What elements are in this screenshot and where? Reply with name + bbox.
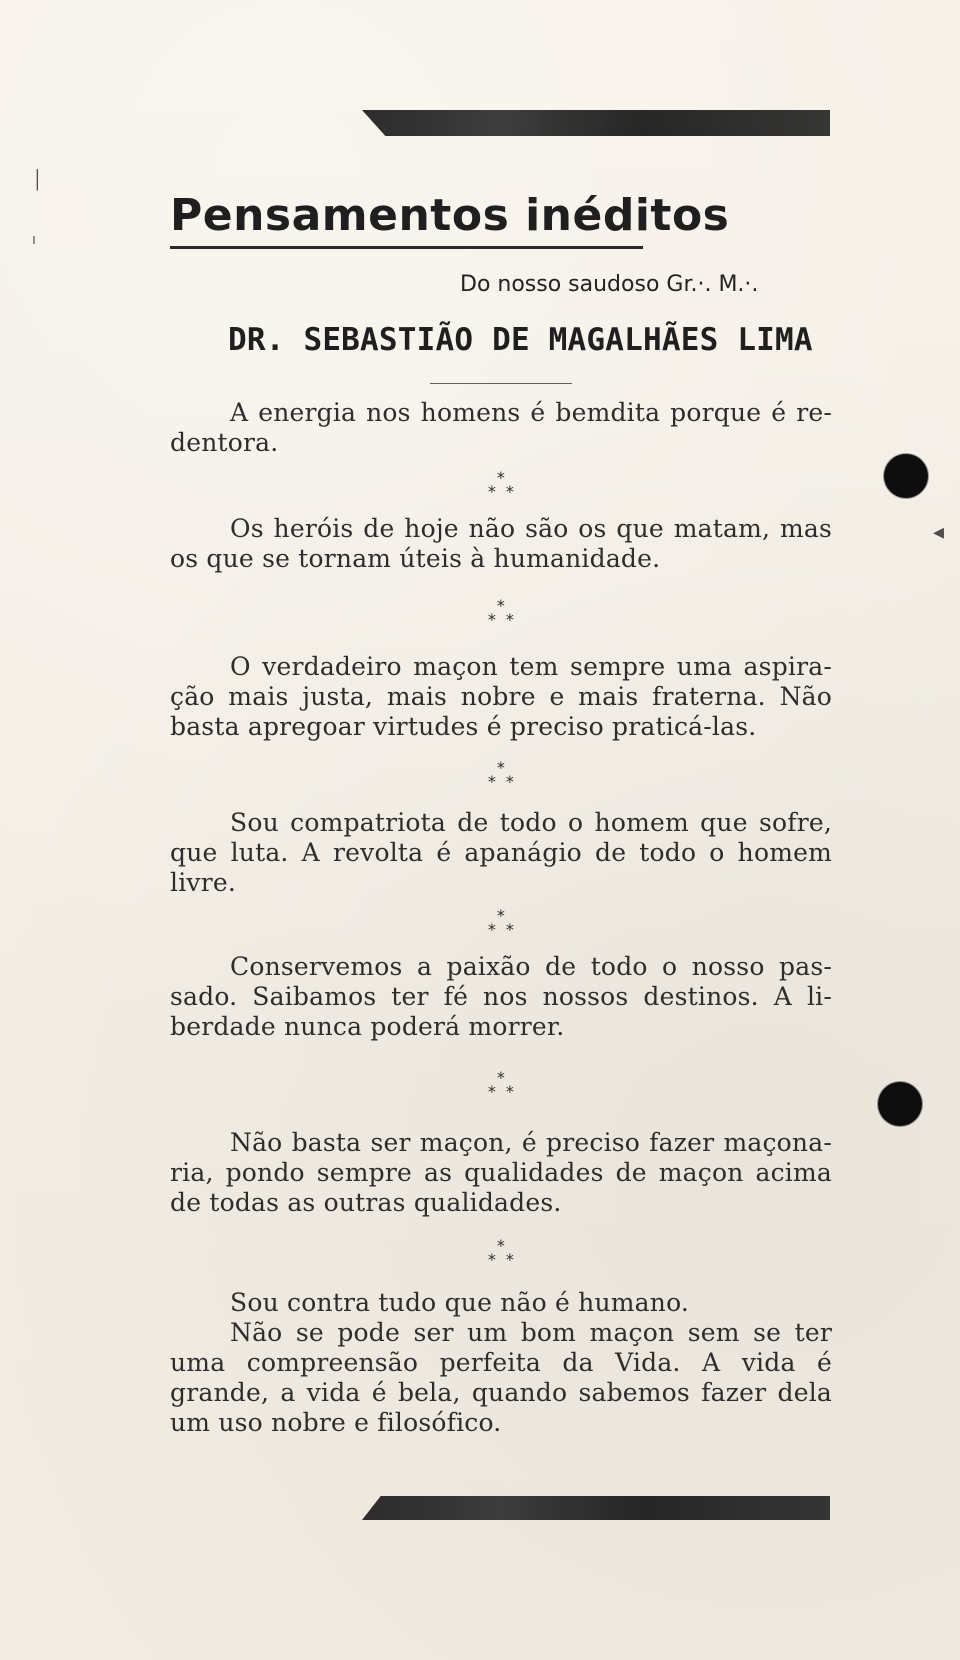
punch-hole	[878, 1082, 922, 1126]
asterism-star: *	[505, 482, 515, 501]
quote-paragraph: A energia nos homens é bemdita porque é re-dentora.	[170, 398, 832, 457]
section-divider	[430, 383, 572, 384]
asterism-star: *	[496, 1236, 506, 1255]
asterism-star: *	[487, 772, 497, 791]
asterism-star: *	[487, 610, 497, 629]
asterism-star: *	[496, 1068, 506, 1087]
asterism-separator	[461, 596, 541, 630]
quote-paragraph: Sou contra tudo que não é humano.	[230, 1288, 690, 1317]
document-title: Pensamentos inéditos	[170, 190, 730, 241]
asterism-star: *	[487, 1250, 497, 1269]
asterism-star: *	[496, 468, 506, 487]
quote-paragraph: Sou compatriota de todo o homem que sofre, que luta. A revolta é apanágio de todo o homem livre.	[170, 808, 832, 897]
decorative-bottom-bar	[362, 1496, 830, 1520]
quote-paragraph: Não se pode ser um bom maçon sem se ter uma compreensão perfeita da Vida. A vida é grande, a vida é bela, quando sabemos fazer dela um uso nobre e filosófico.	[170, 1318, 832, 1437]
asterism-separator	[461, 906, 541, 940]
asterism-star: *	[505, 920, 515, 939]
asterism-star: *	[496, 906, 506, 925]
asterism-separator	[461, 1236, 541, 1270]
asterism-star: *	[496, 596, 506, 615]
margin-ink-mark: │	[32, 170, 43, 191]
asterism-star: *	[505, 772, 515, 791]
quote-paragraph: Não basta ser maçon, é preciso fazer maçona-ria, pondo sempre as qualidades de maçon acima de todas as outras qualidades.	[170, 1128, 832, 1217]
quote-paragraph: Conservemos a paixão de todo o nosso pas-sado. Saibamos ter fé nos nossos destinos. A li-berdade nunca poderá morrer.	[170, 952, 832, 1041]
quotes-content	[170, 398, 832, 1438]
margin-ink-mark: ◂	[933, 520, 945, 545]
asterism-separator	[461, 1068, 541, 1102]
asterism-separator	[461, 468, 541, 502]
author-name: DR. SEBASTIÃO DE MAGALHÃES LIMA	[228, 322, 813, 358]
asterism-star: *	[496, 758, 506, 777]
decorative-top-bar	[362, 110, 830, 136]
title-underline	[170, 246, 643, 249]
asterism-star: *	[505, 1082, 515, 1101]
asterism-star: *	[505, 610, 515, 629]
asterism-star: *	[487, 1082, 497, 1101]
asterism-star: *	[505, 1250, 515, 1269]
margin-ink-mark: ı	[32, 232, 36, 248]
punch-hole	[884, 454, 928, 498]
asterism-star: *	[487, 482, 497, 501]
asterism-star: *	[487, 920, 497, 939]
author-line: Do nosso saudoso Gr.·. M.·.	[460, 272, 759, 297]
quote-paragraph: O verdadeiro maçon tem sempre uma aspira-ção mais justa, mais nobre e mais fraterna. Não basta apregoar virtudes é preciso praticá-las.	[170, 652, 832, 741]
quote-paragraph: Os heróis de hoje não são os que matam, mas os que se tornam úteis à humanidade.	[170, 514, 832, 573]
asterism-separator	[461, 758, 541, 792]
